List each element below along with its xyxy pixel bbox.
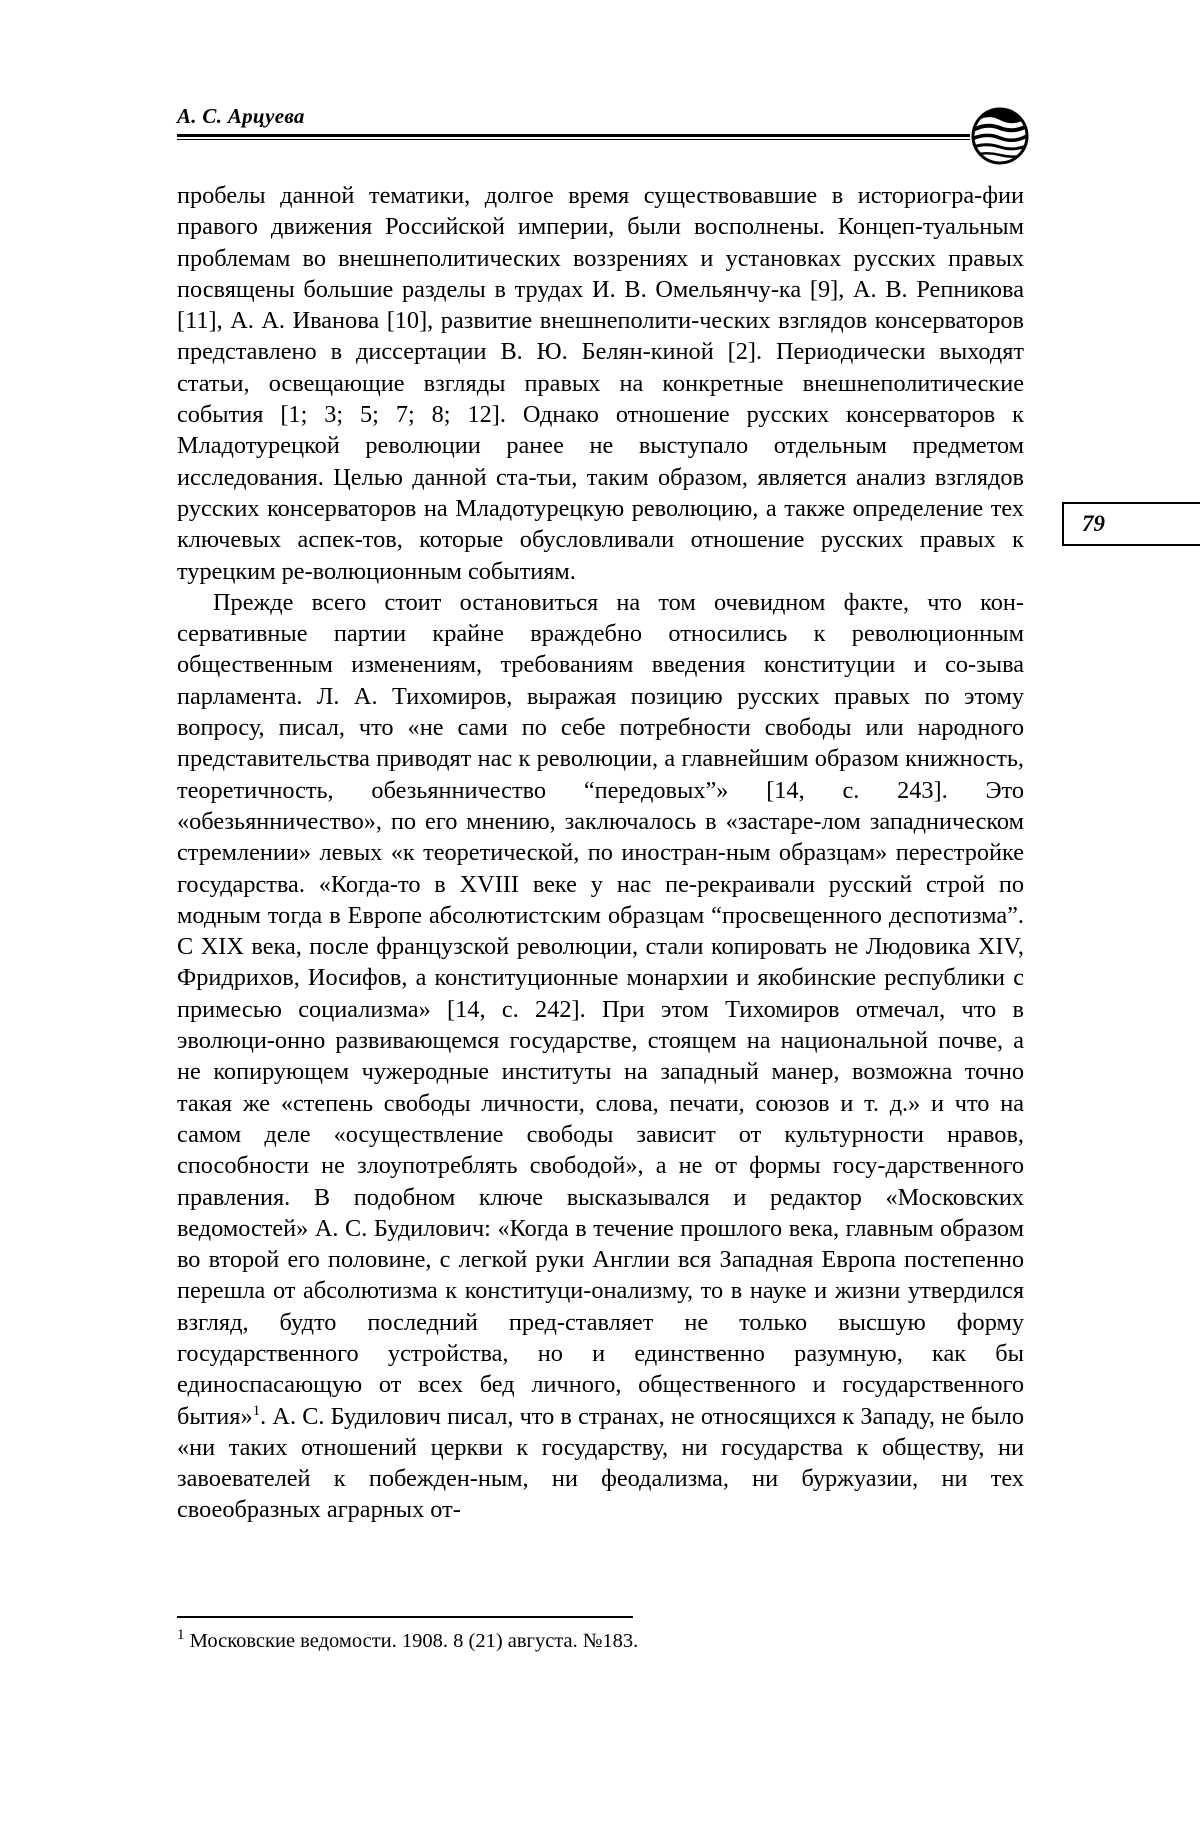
wave-globe-logo-icon [970,106,1030,166]
page-number: 79 [1082,511,1105,536]
header-rule-thin [177,139,970,140]
body-paragraph-text: Прежде всего стоит остановиться на том очевидном факте, что кон-сервативные партии крайне враждебно относились к революционным общественным изменениям, требованиям введения конституции и со-зыва парламента. Л. А. Тихомиров, выражая позицию русских правых по этому вопросу, писал, что «не сами по себе потребности свободы или народного представительства приводят нас к революции, а главнейшим образом книжность, теоретичность, обезьянничество “передовых”» [14, с. 243]. Это «обезьянничество», по его мнению, заключалось в «застаре-лом западническом стремлении» левых «к теоретической, по иностран-ным образцам» перестройке государства. «Когда-то в XVIII веке у нас пе-рекраивали русский строй по модным тогда в Европе абсолютистским образцам “просвещенного деспотизма”. С XIX века, после французской революции, стали копировать не Людовика XIV, Фридрихов, Иосифов, а конституционные монархии и якобинские республики с примесью социализма» [14, с. 242]. При этом Тихомиров отмечал, что в эволюци-онно развивающемся государстве, стоящем на национальной почве, а не копирующем чужеродные институты на западный манер, возможна точно такая же «степень свободы личности, слова, печати, союзов и т. д.» и что на самом деле «осуществление свободы зависит от культурности нравов, способности не злоупотреблять свободой», а не от формы госу-дарственного правления. В подобном ключе высказывался и редактор «Московских ведомостей» А. С. Будилович: «Когда в течение прошлого века, главным образом во второй его половине, с легкой руки Англии вся Западная Европа постепенно перешла от абсолютизма к конституци-онализму, то в науке и жизни утвердился взгляд, будто последний пред-ставляет не только высшую форму государственного устройства, но и единственно разумную, как бы единоспасающую от всех бед личного, общественного и государственного бытия» [177,588,1024,1430]
footnote-text: Московские ведомости. 1908. 8 (21) августа. №183. [184,1630,639,1652]
body-paragraph-text: . А. С. Будилович писал, что в странах, не относящихся к Западу, не было «ни таких отношений церкви к государству, ни государства к обществу, ни завоевателей к побежден-ным, ни феодализма, ни буржуазии, ни тех своеобразных аграрных от- [177,1402,1024,1524]
body-paragraph: пробелы данной тематики, долгое время существовавшие в историогра-фии правого движения Российской империи, были восполнены. Концеп-туальным проблемам во внешнеполитических воззрениях и установках русских правых посвящены большие разделы в трудах И. В. Омельянчу-ка [9], А. В. Репникова [11], А. А. Иванова [10], развитие внешнеполити-ческих взглядов консерваторов представлено в диссертации В. Ю. Белян-киной [2]. Периодически выходят статьи, освещающие взгляды правых на конкретные внешнеполитические события [1; 3; 5; 7; 8; 12]. Однако отношение русских консерваторов к Младотурецкой революции ранее не выступало отдельным предметом исследования. Целью данной ста-тьи, таким образом, является анализ взглядов русских консерваторов на Младотурецкую революцию, а также определение тех ключевых аспек-тов, которые обусловливали отношение русских правых к турецким ре-волюционным событиям. [177,182,1024,585]
footnote [177,1628,1024,1654]
running-head-author: А. С. Арцуева [177,104,305,128]
footnote-marker: 1 [177,1627,185,1644]
page-number-box [1062,502,1200,546]
page-header [177,104,1025,144]
body-paragraph [177,587,1024,1526]
footnote-rule [177,1616,633,1618]
header-rule-thick [177,134,970,137]
footnote-reference[interactable]: 1 [252,1402,261,1419]
article-body [177,180,1024,1526]
